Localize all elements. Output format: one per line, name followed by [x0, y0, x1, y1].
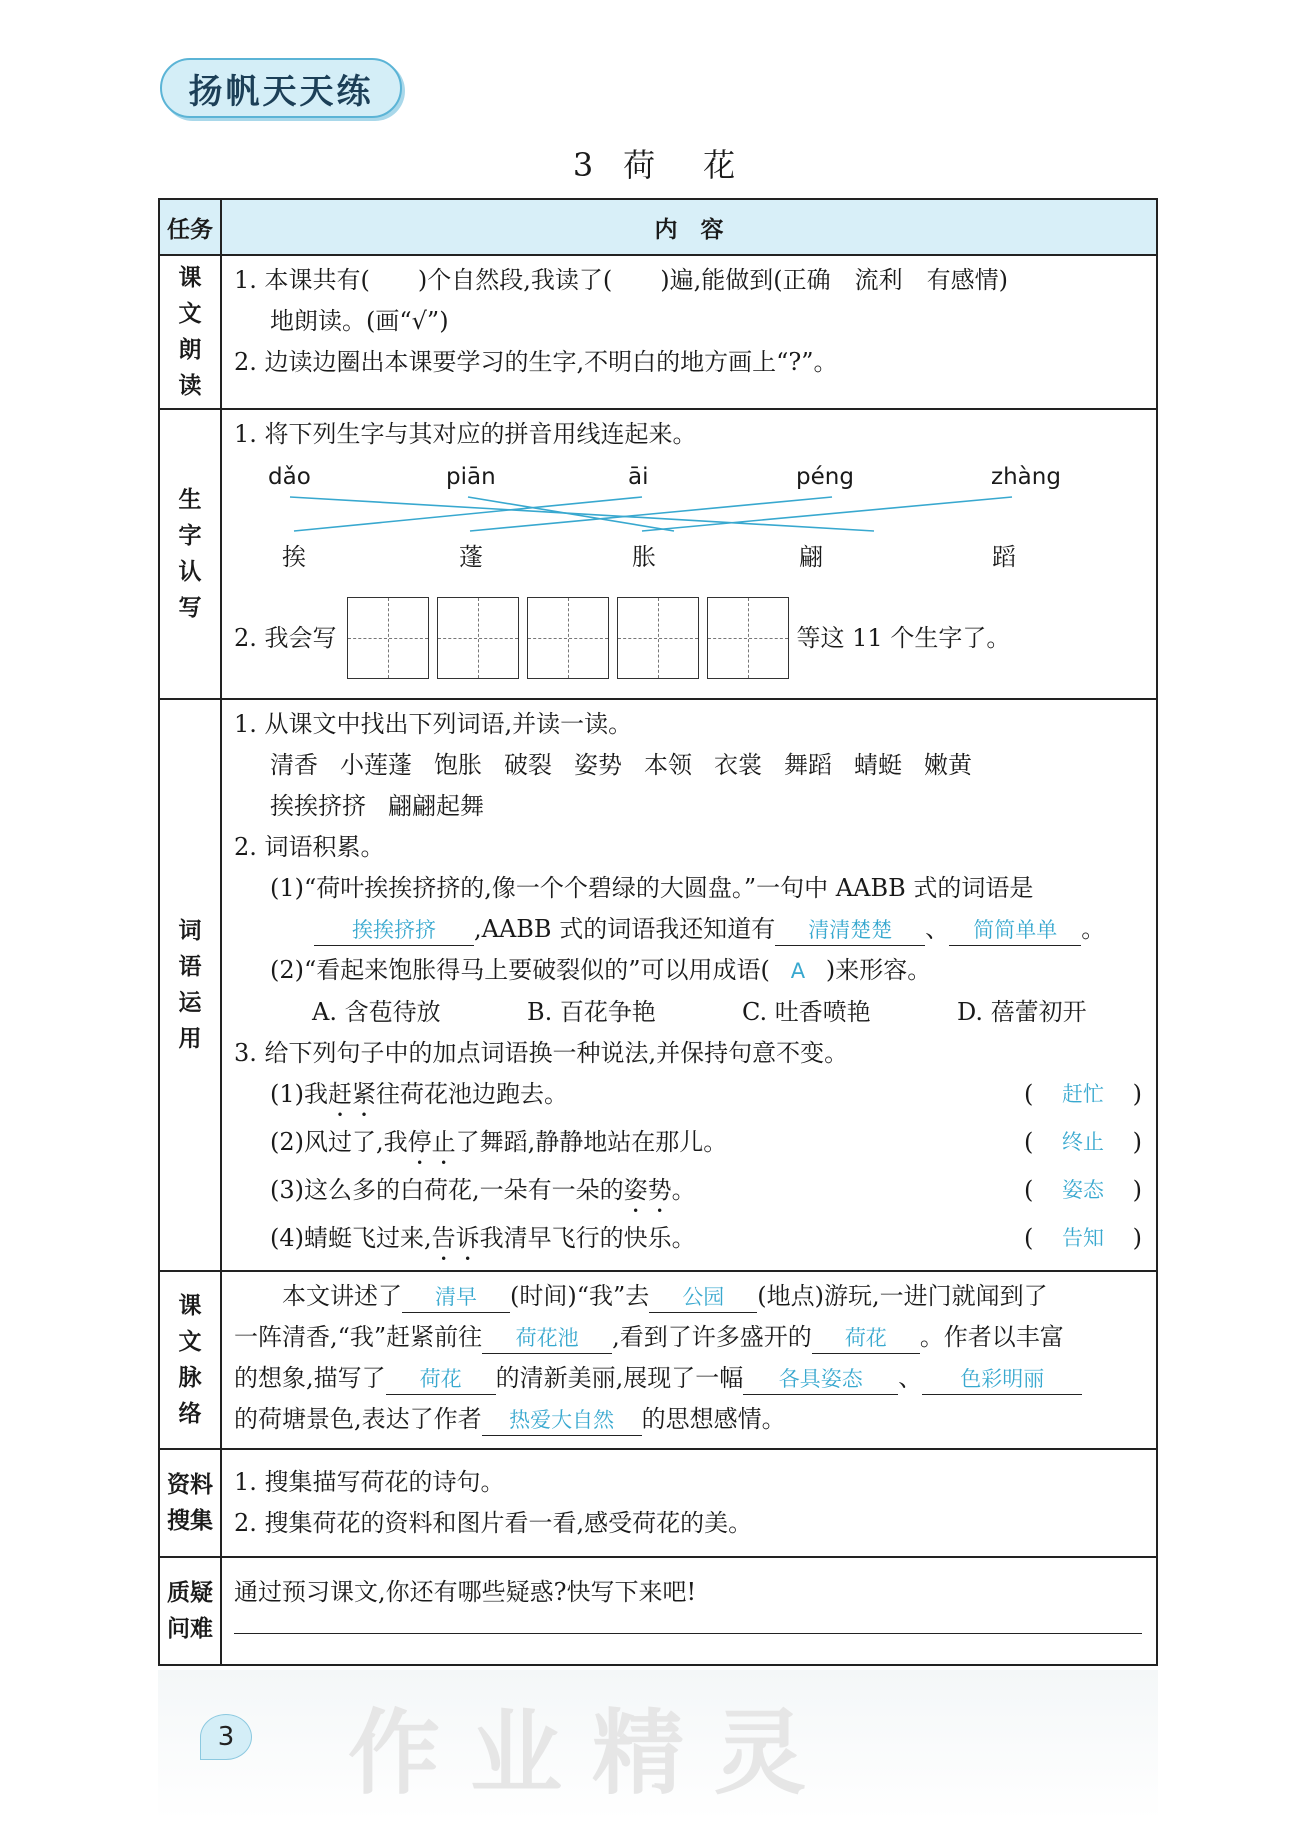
answer-blank[interactable]: 荷花池	[482, 1323, 612, 1354]
outline-line-4: 的荷塘景色,表达了作者 热爱大自然 的思想感情。	[234, 1399, 1142, 1440]
task-reading: 课 文 朗 读	[159, 255, 221, 409]
answer-choice[interactable]: A	[790, 959, 806, 983]
sentence-1: (1)我赶紧往荷花池边跑去。 ( 赶忙 )	[234, 1074, 1142, 1122]
option-a: A. 含苞待放	[312, 998, 441, 1026]
answer-blank[interactable]: 各具姿态	[743, 1364, 898, 1395]
answer-blank[interactable]: 挨挨挤挤	[314, 915, 474, 946]
char-peng: 蓬	[459, 543, 483, 571]
line-zhang-zhang	[642, 497, 1012, 531]
word: 小莲蓬	[340, 751, 412, 779]
word: 姿势	[574, 751, 622, 779]
chars-content	[221, 409, 1157, 699]
write-suffix: 等这 11 个生字了。	[796, 623, 1011, 652]
answer-blank[interactable]: 赶忙	[1062, 1082, 1104, 1106]
word-list-1	[234, 745, 1142, 786]
resources-content	[221, 1449, 1157, 1557]
options-row	[234, 992, 1142, 1033]
outline-line-3: 的想象,描写了 荷花 的清新美丽,展现了一幅 各具姿态 、 色彩明丽	[234, 1358, 1142, 1399]
reading-line-1: 1. 本课共有( )个自然段,我读了( )遍,能做到(正确 流利 有感情)	[234, 266, 1008, 294]
char-dao: 蹈	[992, 543, 1016, 571]
worksheet-table	[158, 198, 1158, 1666]
chars-instruction: 1. 将下列生字与其对应的拼音用线连起来。	[234, 420, 697, 448]
task-outline: 课 文 脉 络	[159, 1271, 221, 1449]
reading-line-2: 2. 边读边圈出本课要学习的生字,不明白的地方画上“?”。	[234, 348, 838, 376]
writing-grid-1[interactable]	[347, 597, 429, 679]
write-prefix: 2. 我会写	[234, 623, 337, 652]
words-q3: 3. 给下列句子中的加点词语换一种说法,并保持句意不变。	[234, 1039, 849, 1067]
watermark: 作业精灵	[348, 1700, 837, 1807]
option-c: C. 吐香喷艳	[742, 998, 871, 1026]
char-zhang: 胀	[632, 543, 656, 571]
writing-grid-3[interactable]	[527, 597, 609, 679]
answer-blank[interactable]: 荷花	[386, 1364, 496, 1395]
word: 破裂	[504, 751, 552, 779]
lesson-title	[0, 140, 1316, 186]
answer-blank[interactable]: 清清楚楚	[775, 915, 925, 946]
answer-blank[interactable]: 公园	[649, 1282, 757, 1313]
word: 挨挨挤挤	[270, 792, 366, 820]
resources-line-2: 2. 搜集荷花的资料和图片看一看,感受荷花的美。	[234, 1509, 753, 1537]
lesson-name: 荷 花	[623, 146, 744, 184]
pinyin-pian: piān	[446, 464, 496, 490]
words-q2-1: (1)“荷叶挨挨挤挤的,像一个个碧绿的大圆盘。”一句中 AABB 式的词语是	[270, 874, 1034, 902]
char-ai: 挨	[282, 543, 306, 571]
resources-line-1: 1. 搜集描写荷花的诗句。	[234, 1468, 505, 1496]
header-content: 内 容	[221, 199, 1157, 255]
words-q2: 2. 词语积累。	[234, 833, 385, 861]
writing-grid-2[interactable]	[437, 597, 519, 679]
lesson-number: 3	[572, 146, 602, 184]
option-b: B. 百花争艳	[527, 998, 656, 1026]
sentence-2: (2)风过了,我停止了舞蹈,静静地站在那儿。 ( 终止 )	[234, 1122, 1142, 1170]
write-row	[234, 597, 1142, 679]
outline-content	[221, 1271, 1157, 1449]
pinyin-dao: dǎo	[268, 464, 311, 490]
word: 蜻蜓	[854, 751, 902, 779]
answer-line[interactable]	[234, 1619, 1142, 1634]
writing-grid-4[interactable]	[617, 597, 699, 679]
pinyin-peng: péng	[796, 464, 854, 490]
matching-lines	[234, 455, 1154, 595]
char-pian: 翩	[799, 543, 823, 571]
answer-blank[interactable]: 荷花	[812, 1323, 920, 1354]
outline-line-2: 一阵清香,“我”赶紧前往 荷花池 ,看到了许多盛开的 荷花 。作者以丰富	[234, 1317, 1142, 1358]
answer-blank[interactable]: 终止	[1062, 1130, 1104, 1154]
word: 翩翩起舞	[388, 792, 484, 820]
reading-line-1b: 地朗读。(画“√”)	[270, 307, 449, 335]
sentence-4: (4)蜻蜓飞过来,告诉我清早飞行的快乐。 ( 告知 )	[234, 1218, 1142, 1266]
sentence-3: (3)这么多的白荷花,一朵有一朵的姿势。 ( 姿态 )	[234, 1170, 1142, 1218]
answer-blank[interactable]: 色彩明丽	[922, 1364, 1082, 1395]
pinyin-matching	[234, 455, 1142, 595]
answer-blank[interactable]: 简简单单	[949, 915, 1081, 946]
writing-grid-5[interactable]	[707, 597, 789, 679]
words-q1: 1. 从课文中找出下列词语,并读一读。	[234, 710, 633, 738]
outline-line-1: 本文讲述了 清早 (时间)“我”去 公园 (地点)游玩,一进门就闻到了	[234, 1276, 1142, 1317]
word: 嫩黄	[924, 751, 972, 779]
pinyin-zhang: zhàng	[991, 464, 1061, 490]
task-resources: 资料 搜集	[159, 1449, 221, 1557]
page-footer	[158, 1670, 1158, 1820]
answer-blank[interactable]: 姿态	[1062, 1178, 1104, 1202]
option-d: D. 蓓蕾初开	[957, 998, 1087, 1026]
words-content	[221, 699, 1157, 1271]
answer-blank[interactable]: 告知	[1062, 1226, 1104, 1250]
series-badge: 扬帆天天练	[160, 58, 402, 118]
answer-blank[interactable]: 清早	[402, 1282, 510, 1313]
word: 舞蹈	[784, 751, 832, 779]
task-words: 词 语 运 用	[159, 699, 221, 1271]
questions-prompt: 通过预习课文,你还有哪些疑惑?快写下来吧!	[234, 1578, 697, 1606]
word: 清香	[270, 751, 318, 779]
words-q2-2: (2)“看起来饱胀得马上要破裂似的”可以用成语( A )来形容。	[234, 950, 1142, 992]
task-questions: 质疑 问难	[159, 1557, 221, 1665]
header-task: 任务	[159, 199, 221, 255]
words-q2-1-answers: 挨挨挤挤 ,AABB 式的词语我还知道有 清清楚楚 、 简简单单 。	[234, 909, 1142, 950]
reading-content	[221, 255, 1157, 409]
task-chars: 生 字 认 写	[159, 409, 221, 699]
pinyin-ai: āi	[628, 464, 649, 490]
answer-blank[interactable]: 热爱大自然	[482, 1405, 642, 1436]
word-list-2	[234, 786, 1142, 827]
word: 饱胀	[434, 751, 482, 779]
word: 衣裳	[714, 751, 762, 779]
page-number: 3	[200, 1714, 252, 1760]
questions-content	[221, 1557, 1157, 1665]
word: 本领	[644, 751, 692, 779]
